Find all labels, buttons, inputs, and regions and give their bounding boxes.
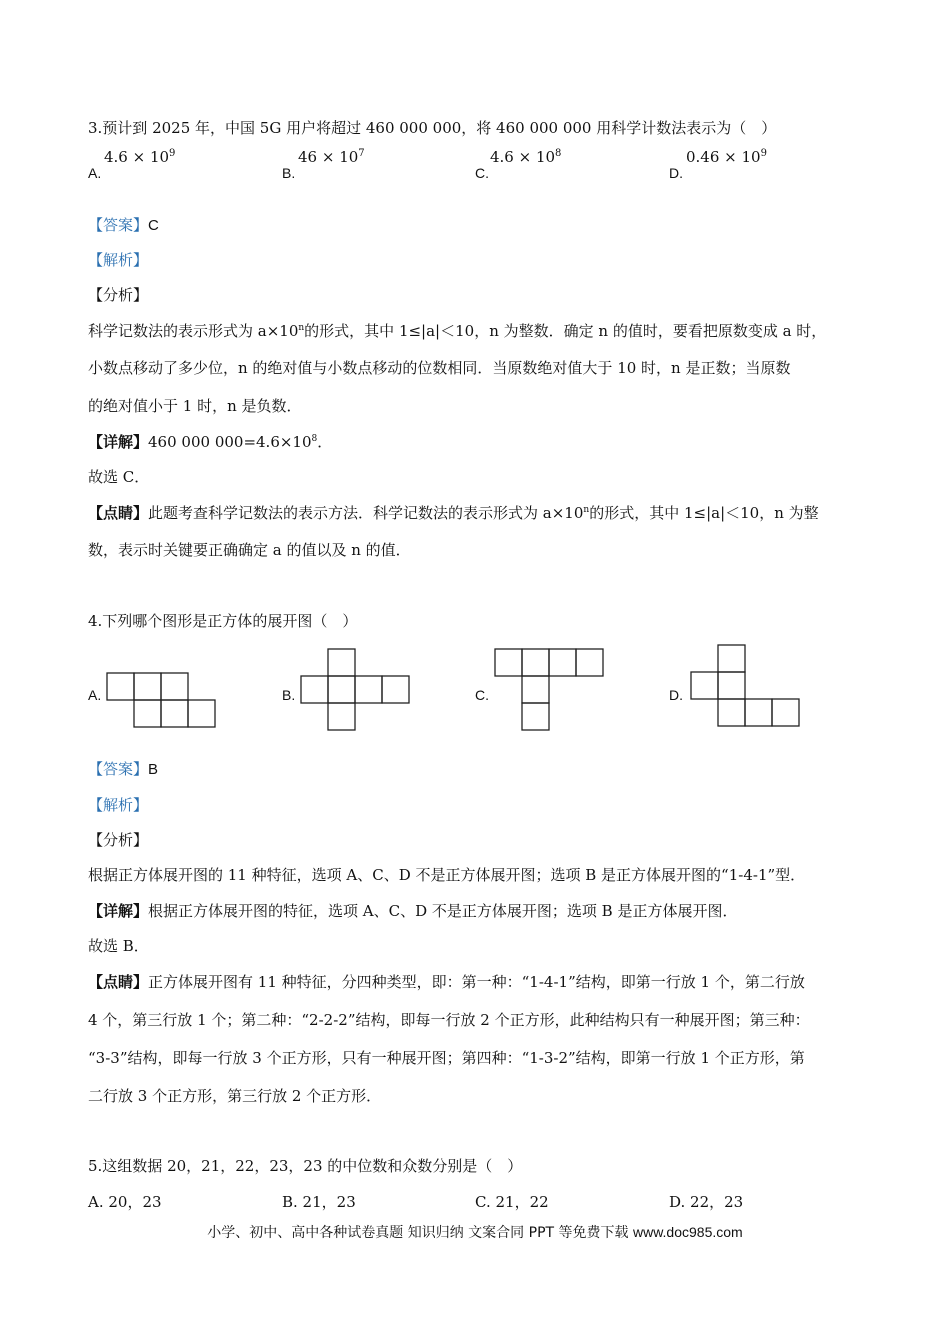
q5-option-c: C. 21，22 — [475, 1193, 549, 1211]
q4-fenxi: 根据正方体展开图的 11 种特征，选项 A、C、D 不是正方体展开图；选项 B 是正方体展开图的“1-4-1”型． — [88, 866, 806, 884]
q4-net-a-figure — [106, 672, 218, 730]
q4-analysis-tag: 【解析】 — [88, 796, 149, 814]
q3-fenxi-line-2: 小数点移动了多少位，n 的绝对值与小数点移动的位数相同．当原数绝对值大于 10 时，n 是正数；当原数 — [88, 359, 791, 377]
q3-choose: 故选 C． — [88, 468, 150, 486]
q3-comment-line-1: 【点睛】此题考查科学记数法的表示方法．科学记数法的表示形式为 $a\times 10^n$的形式，其中 1≤|a|＜10，n 为整 — [88, 504, 819, 522]
q4-fenxi-tag: 【分析】 — [88, 831, 149, 849]
q4-option-c-letter: C. — [475, 687, 489, 703]
q5-option-d: D. 22，23 — [669, 1193, 744, 1211]
q4-comment-line-1: 【点睛】正方体展开图有 11 种特征，分四种类型，即：第一种：“1-4-1”结构，即第一行放 1 个，第二行放 — [88, 973, 805, 991]
q3-comment-line-2: 数，表示时关键要正确确定 a 的值以及 n 的值． — [88, 541, 411, 559]
q5-option-a: A. 20，23 — [88, 1193, 162, 1211]
q3-option-b-expr: $46 \times 10^7$ — [298, 148, 365, 166]
q3-stem: 3.预计到 2025 年，中国 5G 用户将超过 460 000 000，将 460 000 000 用科学计数法表示为（ ） — [88, 119, 777, 137]
q3-analysis-tag: 【解析】 — [88, 251, 149, 269]
q4-option-b-letter: B. — [282, 687, 296, 703]
footer-site-link[interactable]: www.doc985.com — [632, 1224, 743, 1240]
q3-fenxi-tag: 【分析】 — [88, 286, 149, 304]
q3-option-d-expr: $0.46 \times 10^9$ — [686, 148, 767, 166]
q3-detail: 【详解】460 000 $000=4.6\times 10^8$． — [88, 433, 333, 451]
q3-option-a-expr: $4.6 \times 10^9$ — [104, 148, 176, 166]
q4-net-d-figure — [690, 644, 802, 728]
q4-option-d-letter: D. — [669, 687, 683, 703]
q4-choose: 故选 B． — [88, 937, 149, 955]
q4-net-c-figure — [494, 648, 606, 732]
q3-option-b-letter: B. — [282, 165, 296, 181]
q3-answer: 【答案】C — [88, 216, 159, 234]
q3-option-a-letter: A. — [88, 165, 102, 181]
q4-answer: 【答案】B — [88, 760, 159, 778]
q3-fenxi-line-1: 科学记数法的表示形式为 $a\times 10^n$的形式，其中 1≤|a|＜10，n 为整数．确定 n 的值时，要看把原数变成 a 时， — [88, 322, 827, 340]
q3-option-c-expr: $4.6 \times 10^8$ — [490, 148, 562, 166]
q5-option-b: B. 21，23 — [282, 1193, 356, 1211]
q5-stem: 5.这组数据 20，21，22，23，23 的中位数和众数分别是（ ） — [88, 1157, 523, 1175]
q3-option-c-letter: C. — [475, 165, 489, 181]
q4-comment-line-4: 二行放 3 个正方形，第三行放 2 个正方形． — [88, 1087, 382, 1105]
q4-net-b-figure — [300, 648, 412, 732]
page-footer — [0, 1222, 950, 1242]
q3-option-d-letter: D. — [669, 165, 683, 181]
q4-stem: 4.下列哪个图形是正方体的展开图（ ） — [88, 612, 358, 630]
q4-detail: 【详解】根据正方体展开图的特征，选项 A、C、D 不是正方体展开图；选项 B 是正方体展开图． — [88, 902, 738, 920]
q3-fenxi-line-3: 的绝对值小于 1 时，n 是负数． — [88, 397, 302, 415]
footer-text: 小学、初中、高中各种试卷真题 知识归纳 文案合同 PPT 等免费下载 — [207, 1225, 629, 1241]
q4-option-a-letter: A. — [88, 687, 102, 703]
q4-comment-line-2: 4 个，第三行放 1 个；第二种：“2-2-2”结构，即每一行放 2 个正方形，此种结构只有一种展开图；第三种： — [88, 1011, 810, 1029]
q4-comment-line-3: “3-3”结构，即每一行放 3 个正方形，只有一种展开图；第四种：“1-3-2”结构，即第一行放 1 个正方形，第 — [88, 1049, 805, 1067]
